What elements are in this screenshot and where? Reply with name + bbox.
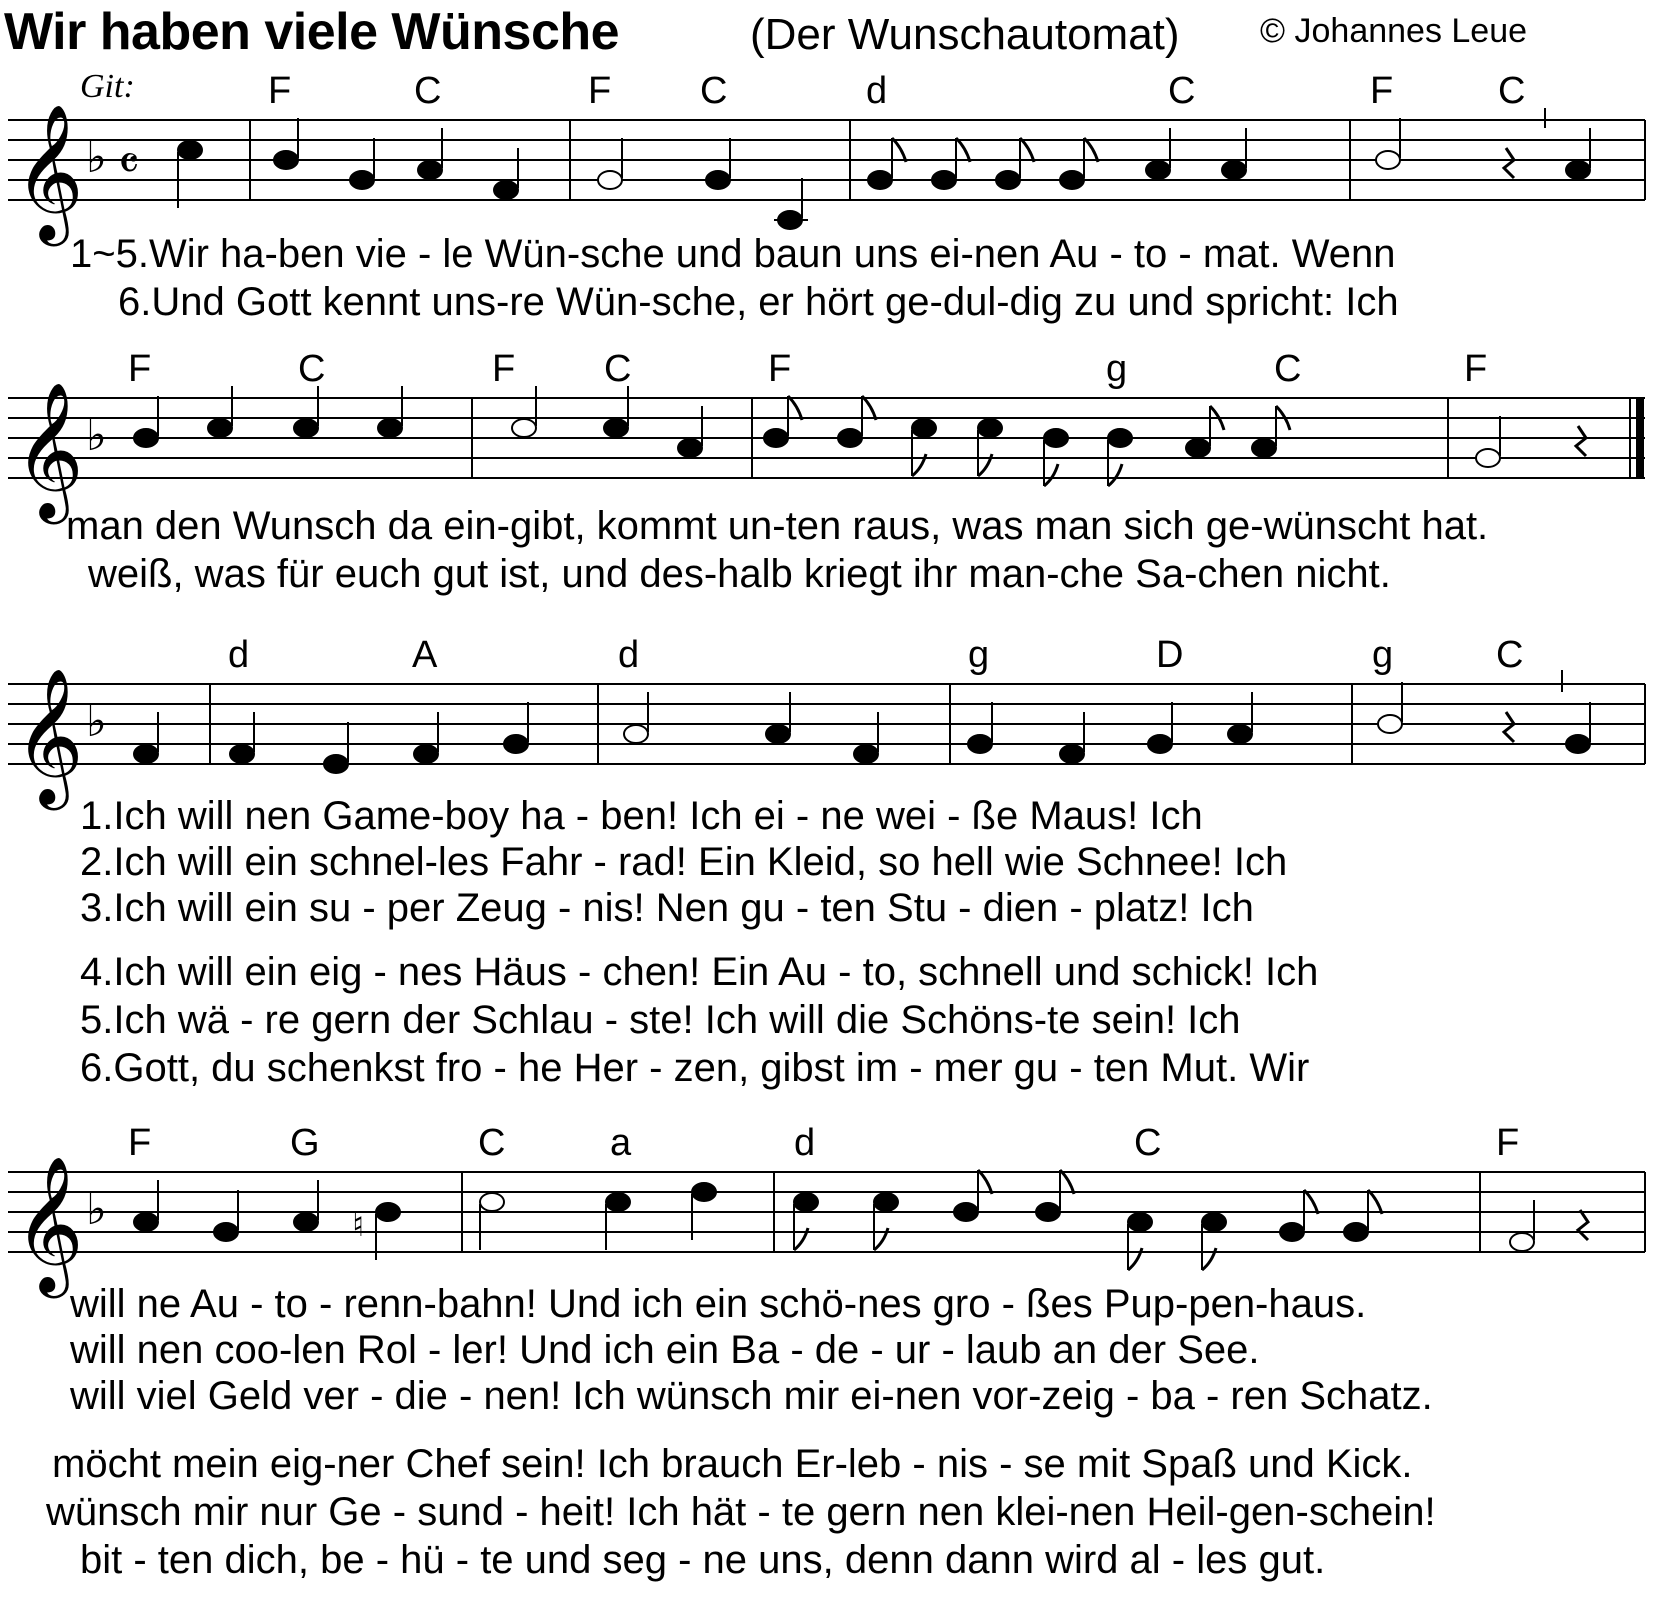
chord-symbol: C (1274, 348, 1302, 390)
common-time-icon: 𝄴 (118, 136, 140, 192)
treble-clef-icon: 𝄞 (14, 666, 84, 804)
treble-clef-icon: 𝄞 (14, 380, 84, 518)
lyric-line: 3.Ich will ein su - per Zeug - nis! Nen gu - ten Stu - dien - platz! Ich (80, 886, 1254, 930)
chord-symbol: G (290, 1122, 320, 1164)
chord-symbol: F (1464, 348, 1488, 390)
chord-symbol: A (412, 634, 438, 676)
flat-icon: ♭ (86, 1184, 107, 1235)
chord-symbol: g (1372, 634, 1394, 676)
chord-symbol: F (1370, 70, 1394, 112)
natural-icon: ♮ (352, 1205, 365, 1245)
chord-symbol: d (618, 634, 640, 676)
chord-symbol: F (128, 348, 152, 390)
chord-symbol: F (268, 70, 292, 112)
lyric-line: will viel Geld ver - die - nen! Ich wünsch mir ei-nen vor-zeig - ba - ren Schatz. (70, 1374, 1433, 1418)
lyric-line: bit - ten dich, be - hü - te und seg - ne uns, denn dann wird al - les gut. (80, 1538, 1326, 1582)
lyric-line: 6.Und Gott kennt uns-re Wün-sche, er hört ge-dul-dig zu und spricht: Ich (118, 280, 1399, 324)
chord-symbol: C (700, 70, 728, 112)
flat-icon: ♭ (86, 132, 107, 183)
treble-clef-icon: 𝄞 (14, 1154, 84, 1292)
lyric-line: will nen coo-len Rol - ler! Und ich ein Ba - de - ur - laub an der See. (70, 1328, 1260, 1372)
lyric-line: 5.Ich wä - re gern der Schlau - ste! Ich will die Schöns-te sein! Ich (80, 998, 1241, 1042)
chord-symbol: g (1106, 348, 1128, 390)
song-title: Wir haben viele Wünsche (4, 3, 620, 61)
chord-symbol: C (1134, 1122, 1162, 1164)
lyric-line: 1.Ich will nen Game-boy ha - ben! Ich ei - ne wei - ße Maus! Ich (80, 794, 1203, 838)
lyric-line: möcht mein eig-ner Chef sein! Ich brauch Er-leb - nis - se mit Spaß und Kick. (52, 1442, 1413, 1486)
author-credit: © Johannes Leue (1260, 12, 1528, 50)
chord-symbol: F (128, 1122, 152, 1164)
lyric-line: wünsch mir nur Ge - sund - heit! Ich hät - te gern nen klei-nen Heil-gen-schein! (46, 1490, 1436, 1534)
chord-symbol: C (414, 70, 442, 112)
chord-symbol: a (610, 1122, 632, 1164)
final-barline (1636, 398, 1644, 478)
lyric-line: 4.Ich will ein eig - nes Häus - chen! Ein Au - to, schnell und schick! Ich (80, 950, 1319, 994)
lyric-line: 2.Ich will ein schnel-les Fahr - rad! Ein Kleid, so hell wie Schnee! Ich (80, 840, 1288, 884)
lyric-line: will ne Au - to - renn-bahn! Und ich ein schö-nes gro - ßes Pup-pen-haus. (70, 1282, 1367, 1326)
treble-clef-icon: 𝄞 (14, 102, 84, 240)
chord-symbol: F (588, 70, 612, 112)
chord-symbol: C (1168, 70, 1196, 112)
flat-icon: ♭ (86, 410, 107, 461)
chord-symbol: d (866, 70, 888, 112)
flat-icon: ♭ (86, 696, 107, 747)
chord-symbol: C (298, 348, 326, 390)
chord-symbol: D (1156, 634, 1184, 676)
lyric-line: 1~5.Wir ha-ben vie - le Wün-sche und baun uns ei-nen Au - to - mat. Wenn (70, 232, 1396, 276)
lyric-line: weiß, was für euch gut ist, und des-halb kriegt ihr man-che Sa-chen nicht. (88, 552, 1391, 596)
chord-symbol: C (604, 348, 632, 390)
lyric-line: man den Wunsch da ein-gibt, kommt un-ten raus, was man sich ge-wünscht hat. (66, 504, 1489, 548)
chord-symbol: C (1496, 634, 1524, 676)
lyric-line: 6.Gott, du schenkst fro - he Her - zen, gibst im - mer gu - ten Mut. Wir (80, 1046, 1310, 1090)
instrument-label: Git: (80, 68, 135, 105)
song-subtitle: (Der Wunschautomat) (750, 10, 1180, 59)
chord-symbol: C (1498, 70, 1526, 112)
chord-symbol: g (968, 634, 990, 676)
chord-symbol: F (768, 348, 792, 390)
chord-symbol: F (492, 348, 516, 390)
chord-symbol: F (1496, 1122, 1520, 1164)
chord-symbol: C (478, 1122, 506, 1164)
chord-symbol: d (794, 1122, 816, 1164)
chord-symbol: d (228, 634, 250, 676)
